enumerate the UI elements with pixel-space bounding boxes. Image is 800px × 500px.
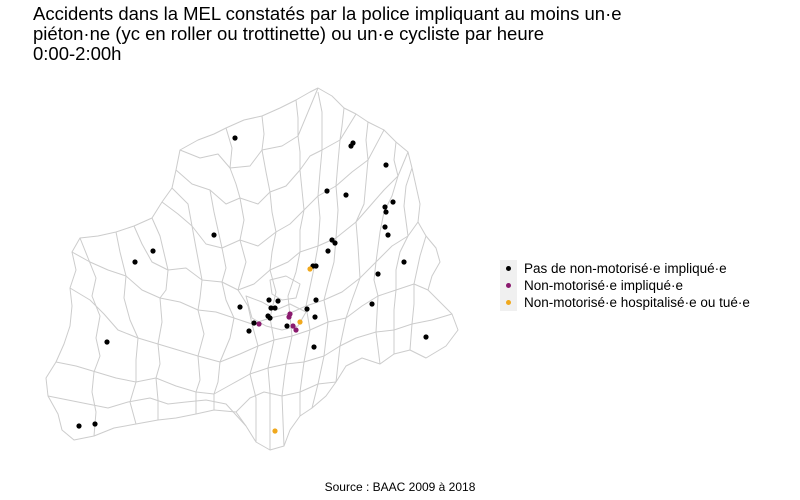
accident-point-vulnerable-user-injured-or-killed — [272, 428, 277, 433]
accident-point-no-vulnerable-user — [304, 306, 309, 311]
accident-point-no-vulnerable-user — [343, 192, 348, 197]
legend-label: Non-motorisé·e hospitalisé·e ou tué·e — [524, 295, 750, 310]
accident-point-no-vulnerable-user — [332, 240, 337, 245]
legend-key — [500, 277, 517, 294]
commune-boundary — [282, 100, 304, 446]
orange-dot-icon — [506, 300, 511, 305]
commune-boundary — [410, 236, 426, 350]
accident-point-no-vulnerable-user — [237, 304, 242, 309]
title-line-3: 0:00-2:00h — [33, 43, 122, 64]
accident-point-no-vulnerable-user — [385, 232, 390, 237]
accident-point-no-vulnerable-user — [383, 162, 388, 167]
accident-point-no-vulnerable-user — [383, 209, 388, 214]
accident-point-no-vulnerable-user — [401, 259, 406, 264]
legend-item-vulnerable-user-involved — [500, 277, 750, 294]
accident-point-vulnerable-user-involved — [293, 327, 298, 332]
title-line-2: piéton·ne (yc en roller ou trottinette) ou un·e cycliste par heure — [33, 23, 545, 44]
accident-point-no-vulnerable-user — [92, 421, 97, 426]
legend — [500, 260, 750, 311]
accident-point-no-vulnerable-user — [325, 248, 330, 253]
accident-point-no-vulnerable-user — [251, 320, 256, 325]
legend-label: Non-motorisé·e impliqué·e — [524, 278, 684, 293]
legend-item-no-vulnerable-user — [500, 260, 750, 277]
accident-point-no-vulnerable-user — [382, 224, 387, 229]
commune-boundary — [152, 218, 168, 420]
accident-point-no-vulnerable-user — [375, 271, 380, 276]
accident-point-no-vulnerable-user — [132, 259, 137, 264]
commune-boundary — [262, 116, 276, 450]
accident-point-no-vulnerable-user — [423, 334, 428, 339]
accident-point-no-vulnerable-user — [369, 301, 374, 306]
legend-label: Pas de non-motorisé·e impliqué·e — [524, 261, 727, 276]
accident-point-no-vulnerable-user — [150, 248, 155, 253]
accident-point-no-vulnerable-user — [390, 199, 395, 204]
accident-point-no-vulnerable-user — [104, 339, 109, 344]
accident-point-no-vulnerable-user — [311, 344, 316, 349]
accident-point-vulnerable-user-involved — [286, 314, 291, 319]
accident-point-no-vulnerable-user — [350, 140, 355, 145]
legend-key — [500, 294, 517, 311]
commune-boundary — [226, 128, 258, 442]
legend-item-vulnerable-user-injured-or-killed — [500, 294, 750, 311]
source-caption: Source : BAAC 2009 à 2018 — [324, 480, 476, 494]
accident-point-no-vulnerable-user — [272, 305, 277, 310]
commune-boundary — [72, 222, 418, 324]
commune-boundary — [236, 382, 336, 412]
accident-point-no-vulnerable-user — [266, 297, 271, 302]
accident-point-vulnerable-user-involved — [256, 321, 261, 326]
accident-point-no-vulnerable-user — [284, 323, 289, 328]
accident-point-no-vulnerable-user — [313, 297, 318, 302]
commune-boundary — [336, 122, 368, 382]
accident-point-no-vulnerable-user — [313, 263, 318, 268]
accident-point-vulnerable-user-injured-or-killed — [297, 319, 302, 324]
commune-boundaries — [46, 88, 458, 450]
purple-dot-icon — [506, 283, 511, 288]
accident-point-no-vulnerable-user — [312, 314, 317, 319]
accident-point-no-vulnerable-user — [232, 135, 237, 140]
legend-key — [500, 260, 517, 277]
accident-point-no-vulnerable-user — [267, 315, 272, 320]
accident-point-no-vulnerable-user — [382, 204, 387, 209]
commune-boundary — [180, 88, 318, 168]
accident-point-no-vulnerable-user — [324, 188, 329, 193]
commune-boundary — [300, 92, 322, 416]
black-dot-icon — [506, 266, 511, 271]
title-line-1: Accidents dans la MEL constatés par la police impliquant au moins un·e — [33, 3, 622, 24]
accident-point-no-vulnerable-user — [76, 423, 81, 428]
accident-point-vulnerable-user-injured-or-killed — [307, 266, 312, 271]
accident-point-no-vulnerable-user — [211, 232, 216, 237]
accident-point-no-vulnerable-user — [246, 328, 251, 333]
commune-boundary — [56, 314, 452, 394]
accident-point-no-vulnerable-user — [275, 298, 280, 303]
commune-boundary — [210, 190, 234, 410]
